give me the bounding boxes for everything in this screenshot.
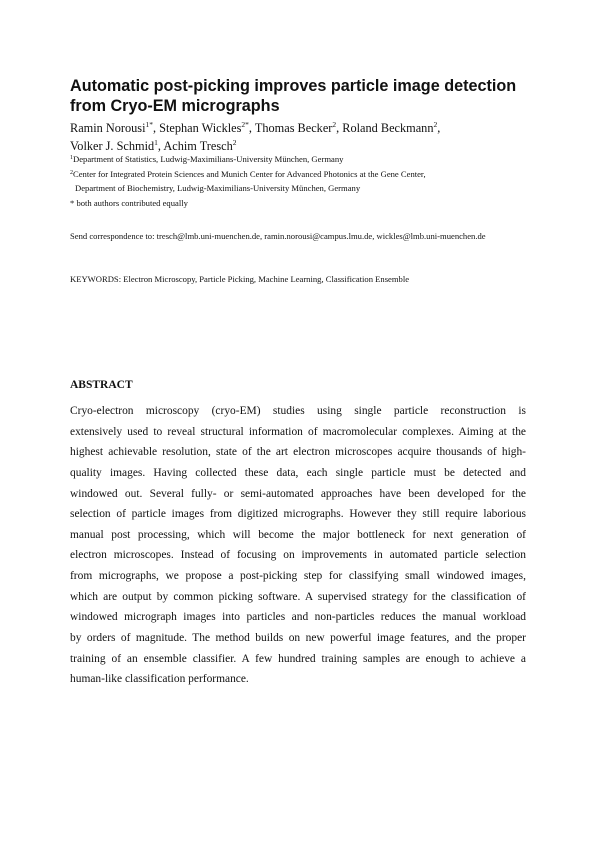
abstract-line: from micrographs, we propose a post-picking step for classifying small windowed images, <box>70 570 526 583</box>
author-separator: , <box>437 121 441 135</box>
author-name: Roland Beckmann <box>342 121 434 135</box>
keywords: KEYWORDS: Electron Microscopy, Particle Picking, Machine Learning, Classification Ensemble <box>70 274 410 284</box>
abstract-line: windowed out. Several fully- or semi-automated approaches have been developed for the <box>70 487 526 500</box>
author-affiliation-mark: 1* <box>145 120 153 129</box>
title-line: Automatic post-picking improves particle image detection <box>70 77 517 95</box>
author-affiliation-mark: 2 <box>332 120 337 129</box>
author-affiliation-mark: 2 <box>232 137 237 147</box>
author-line <box>70 138 540 156</box>
abstract-body <box>70 401 526 690</box>
correspondence: Send correspondence to: tresch@lmb.uni-muenchen.de, ramin.norousi@campus.lmu.de, wickles@lmb.uni-muenchen.de <box>70 231 486 241</box>
author-name: Thomas Becker <box>254 121 333 135</box>
author-affiliation-mark: 2* <box>241 120 249 129</box>
abstract-line: by orders of magnitude. The method builds on new powerful image features, and the proper <box>70 632 526 645</box>
author-name: Stephan Wickles <box>159 121 242 135</box>
abstract-line: quality images. Having collected these data, each single particle must be detected and <box>70 466 526 479</box>
affiliation-2-continued: Department of Biochemistry, Ludwig-Maximilians-University München, Germany <box>75 183 361 193</box>
affiliation-mark: 2 <box>70 170 73 176</box>
author-name: Ramin Norousi <box>70 121 146 135</box>
affiliation-mark: 1 <box>70 155 73 161</box>
abstract-line: manual post processing, which will become the major bottleneck for next generation of <box>70 528 526 541</box>
abstract-line: human-like classification performance. <box>70 673 249 686</box>
affiliation-2 <box>70 169 540 180</box>
author-separator: , <box>157 138 164 153</box>
abstract-heading: ABSTRACT <box>70 379 133 391</box>
author-affiliation-mark: 2 <box>433 120 438 129</box>
abstract-line: electron microscopes. Instead of focusing on improvements in automated particle selection <box>70 549 526 562</box>
author-separator: , <box>248 121 255 135</box>
abstract-line: training of an ensemble classifier. A few hundred training samples are enough to achieve a <box>70 652 526 665</box>
abstract-line: Cryo-electron microscopy (cryo-EM) studies using single particle reconstruction is <box>70 405 526 417</box>
author-affiliation-mark: 1 <box>154 137 158 147</box>
affiliation-1 <box>70 154 540 165</box>
title-line: from Cryo-EM micrographs <box>70 96 280 115</box>
equal-contribution-note: * both authors contributed equally <box>70 198 188 208</box>
abstract-line: extensively used to reveal structural information of macromolecular complexes. Aiming at the <box>70 425 526 438</box>
author-list <box>70 120 540 155</box>
author-separator: , <box>153 121 160 135</box>
affiliation-text: Department of Statistics, Ludwig-Maximilians-University München, Germany <box>73 154 344 164</box>
paper-title <box>70 77 540 116</box>
abstract-line: selection of particle images from digitized micrographs. However they still require laborious <box>70 508 526 521</box>
author-separator: , <box>336 121 343 135</box>
author-line <box>70 120 540 138</box>
abstract-line: which are output by common picking software. A supervised strategy for the classification of <box>70 590 526 603</box>
affiliation-text: Center for Integrated Protein Sciences and Munich Center for Advanced Photonics at the Gene Center, <box>73 169 426 179</box>
abstract-line: windowed micrograph images into particles and non-particles reduces the manual workload <box>70 611 526 624</box>
author-name: Volker J. Schmid <box>70 138 155 153</box>
abstract-line: highest achievable resolution, state of the art electron microscopes acquire thousands of high- <box>70 446 526 459</box>
author-name: Achim Tresch <box>163 138 233 153</box>
